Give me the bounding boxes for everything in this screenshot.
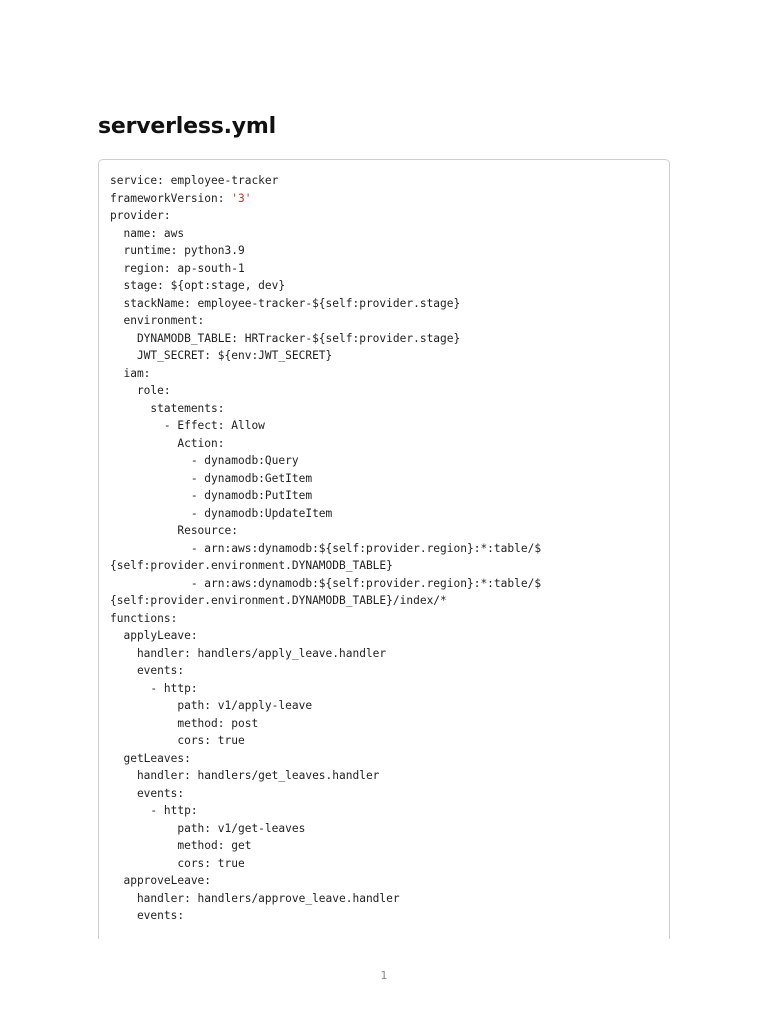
code-line [110,575,669,593]
code-line [110,732,669,750]
code-text: DYNAMODB_TABLE: HRTracker-${self:provider.stage} [110,331,461,345]
code-line [110,557,669,575]
code-text: - dynamodb:GetItem [110,471,313,485]
code-line [110,312,669,330]
code-text: service: employee-tracker [110,174,279,187]
code-line [110,750,669,768]
code-line [110,645,669,663]
code-text: iam: [110,366,151,380]
code-line [110,435,669,453]
code-text: stackName: employee-tracker-${self:provider.stage} [110,296,461,310]
code-line [110,890,669,908]
code-line [110,260,669,278]
code-text: method: post [110,716,259,730]
code-line [110,680,669,698]
code-text: - arn:aws:dynamodb:${self:provider.region}:*:table/$ [110,576,542,590]
code-line [110,697,669,715]
code-text: functions: [110,611,178,625]
code-lines [99,160,669,925]
code-text: handler: handlers/approve_leave.handler [110,891,400,905]
code-line [110,207,669,225]
code-text: - http: [110,681,198,695]
code-text: path: v1/apply-leave [110,699,313,712]
code-text: handler: handlers/apply_leave.handler [110,646,387,660]
code-line [110,365,669,383]
code-text: events: [110,786,185,800]
code-line [110,592,669,610]
code-line [110,767,669,785]
code-text: region: ap-south-1 [110,261,245,275]
code-line [110,715,669,733]
page-number: 1 [380,969,388,982]
code-line [110,470,669,488]
code-text: approveLeave: [110,874,212,887]
code-text: runtime: python3.9 [110,244,245,257]
code-line [110,855,669,873]
code-text: Resource: [110,524,238,537]
code-text: JWT_SECRET: ${env:JWT_SECRET} [110,349,333,362]
code-text: handler: handlers/get_leaves.handler [110,769,380,782]
code-text: frameworkVersion: [110,191,232,205]
code-text: {self:provider.environment.DYNAMODB_TABLE} [110,559,393,572]
code-line [110,330,669,348]
code-line [110,277,669,295]
code-text: cors: true [110,734,245,747]
code-line [110,487,669,505]
code-line [110,242,669,260]
code-text: - dynamodb:Query [110,454,299,467]
code-line [110,627,669,645]
string-literal: '3' [231,191,252,205]
code-text: - arn:aws:dynamodb:${self:provider.region}:*:table/$ [110,541,542,555]
code-line [110,907,669,925]
code-text: applyLeave: [110,629,198,642]
code-text: {self:provider.environment.DYNAMODB_TABLE}/index/* [110,594,447,607]
code-text: - dynamodb:PutItem [110,489,313,502]
code-line [110,505,669,523]
code-text: statements: [110,401,225,415]
code-text: role: [110,384,171,397]
code-text: environment: [110,314,205,327]
code-line [110,820,669,838]
code-line [110,295,669,313]
code-line [110,610,669,628]
code-line [110,802,669,820]
code-line [110,190,669,208]
code-line [110,417,669,435]
code-text: method: get [110,839,252,852]
code-block [98,159,670,939]
code-line [110,225,669,243]
code-text: - http: [110,804,198,817]
code-line [110,452,669,470]
code-text: path: v1/get-leaves [110,821,306,835]
code-text: name: aws [110,226,185,240]
code-line [110,872,669,890]
code-text: Action: [110,436,225,450]
code-line [110,540,669,558]
code-text: - dynamodb:UpdateItem [110,506,333,520]
code-text: events: [110,664,185,677]
page-title: serverless.yml [98,114,276,139]
code-line [110,662,669,680]
code-text: provider: [110,209,171,222]
code-line [110,172,669,190]
code-text: events: [110,909,185,922]
code-text: cors: true [110,856,245,870]
code-line [110,400,669,418]
code-line [110,347,669,365]
code-line [110,382,669,400]
code-text: stage: ${opt:stage, dev} [110,279,286,292]
code-text: - Effect: Allow [110,419,265,432]
code-text: getLeaves: [110,751,191,765]
code-line [110,837,669,855]
code-line [110,522,669,540]
code-line [110,785,669,803]
